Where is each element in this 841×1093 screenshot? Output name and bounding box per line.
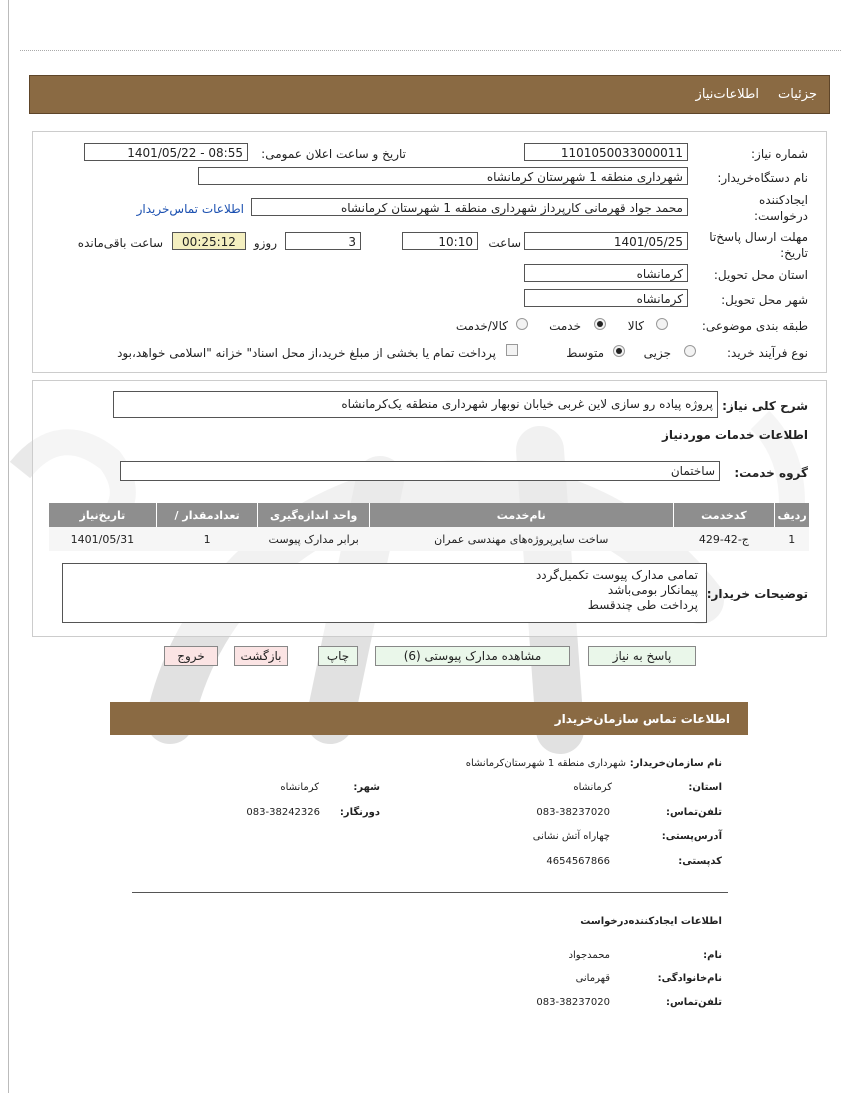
col-row: ردیف xyxy=(775,503,809,527)
province-field: کرمانشاه xyxy=(524,264,688,282)
contact-fax-label: دورنگار: xyxy=(339,807,380,818)
announce-datetime-field: 1401/05/22 - 08:55 xyxy=(84,143,248,161)
creator-field: محمد جواد قهرمانی کارپرداز شهرداری منطقه 1 شهرستان کرمانشاه xyxy=(251,198,688,216)
col-service-code: کدخدمت xyxy=(673,503,774,527)
contact-phone-value: 083-38237020 xyxy=(536,807,610,818)
remaining-time-field: 00:25:12 xyxy=(172,232,246,250)
back-button[interactable]: بازگشت xyxy=(234,646,288,666)
exit-button[interactable]: خروج xyxy=(164,646,218,666)
note-line-2: پیمانکار بومی‌باشد xyxy=(607,583,698,597)
contact-address-label: آدرس‌پستی: xyxy=(661,831,722,842)
category-option-service: خدمت xyxy=(549,319,581,333)
deadline-time-field: 10:10 xyxy=(402,232,478,250)
category-radio-goods-service[interactable] xyxy=(516,318,528,330)
treasury-payment-checkbox[interactable] xyxy=(506,344,518,356)
contact-section-header xyxy=(110,702,748,735)
service-group-field: ساختمان xyxy=(120,461,720,481)
cell-unit: برابر مدارک پیوست xyxy=(258,527,369,551)
deadline-label-1: مهلت ارسال پاسخ‌تا xyxy=(709,230,808,244)
days-field: 3 xyxy=(285,232,361,250)
buyer-contact-link[interactable]: اطلاعات تماس‌خریدار xyxy=(136,202,244,216)
contact-city-value: کرمانشاه xyxy=(280,782,319,793)
view-attachments-button[interactable]: مشاهده مدارک پیوستی (6) xyxy=(375,646,570,666)
contact-postal-value: 4654567866 xyxy=(546,856,610,867)
creator-family-label: نام‌خانوادگی: xyxy=(657,973,722,984)
category-label: طبقه بندی موضوعی: xyxy=(701,319,808,333)
cell-quantity: 1 xyxy=(156,527,258,551)
print-button[interactable]: چاپ xyxy=(318,646,358,666)
contact-postal-label: کدپستی: xyxy=(678,856,722,867)
days-label: روزو xyxy=(253,236,277,250)
tab-details[interactable]: جزئیات xyxy=(778,87,817,102)
cell-service-name: ساخت سایرپروژه‌های مهندسی عمران xyxy=(369,527,673,551)
org-name-label: نام سازمان‌خریدار: xyxy=(629,758,722,769)
creator-name-value: محمدجواد xyxy=(568,950,610,961)
need-number-label: شماره نیاز: xyxy=(751,147,808,161)
note-line-3: پرداخت طی چندقسط xyxy=(587,598,698,612)
category-radio-goods[interactable] xyxy=(656,318,668,330)
cell-service-code: ج-42-429 xyxy=(673,527,774,551)
col-service-name: نام‌خدمت xyxy=(369,503,673,527)
org-name-value: شهرداری منطقه 1 شهرستان‌کرمانشاه xyxy=(465,758,626,769)
category-radio-service[interactable] xyxy=(594,318,606,330)
category-option-goods-service: کالا/خدمت xyxy=(455,319,508,333)
contact-address-value: چهاراه آتش نشانی xyxy=(532,831,610,842)
deadline-time-label: ساعت xyxy=(488,236,521,250)
page-header-tabs xyxy=(29,75,830,114)
category-option-goods: کالا xyxy=(627,319,644,333)
creator-phone-value: 083-38237020 xyxy=(536,997,610,1008)
buyer-org-field: شهرداری منطقه 1 شهرستان کرمانشاه xyxy=(198,167,688,185)
service-group-label: گروه خدمت: xyxy=(734,466,808,480)
contact-divider xyxy=(132,892,728,893)
services-section-title: اطلاعات خدمات موردنیاز xyxy=(661,428,808,442)
reply-button[interactable]: پاسخ به نیاز xyxy=(588,646,696,666)
creator-family-value: قهرمانی xyxy=(575,973,610,984)
creator-name-label: نام: xyxy=(703,950,722,961)
process-option-minor: جزیی xyxy=(643,346,671,360)
process-type-label: نوع فرآیند خرید: xyxy=(727,346,808,360)
left-border-line xyxy=(8,0,9,1093)
cell-need-date: 1401/05/31 xyxy=(49,527,157,551)
deadline-date-field: 1401/05/25 xyxy=(524,232,688,250)
top-divider xyxy=(20,50,841,51)
contact-phone-label: تلفن‌تماس: xyxy=(665,807,722,818)
table-row xyxy=(49,527,810,551)
process-option-medium: متوسط xyxy=(566,346,604,360)
col-quantity: تعدادمقدار / xyxy=(156,503,258,527)
city-field: کرمانشاه xyxy=(524,289,688,307)
buyer-org-label: نام دستگاه‌خریدار: xyxy=(717,171,808,185)
note-line-1: تمامی مدارک پیوست تکمیل‌گردد xyxy=(535,568,698,582)
summary-label: شرح کلی نیاز: xyxy=(722,399,808,413)
contact-province-label: استان: xyxy=(688,782,722,793)
cell-row: 1 xyxy=(775,527,809,551)
province-label: استان محل تحویل: xyxy=(713,268,808,282)
need-number-field: 1101050033000011 xyxy=(524,143,688,161)
tab-need-info[interactable]: اطلاعات‌نیاز xyxy=(695,87,759,102)
creator-label-1: ایجادکننده xyxy=(759,193,808,207)
announce-label: تاریخ و ساعت اعلان عمومی: xyxy=(261,147,406,161)
creator-label-2: درخواست: xyxy=(754,209,808,223)
services-table xyxy=(48,503,809,551)
summary-field: پروژه پیاده رو سازی لاین غربی خیابان نوبهار شهرداری منطقه یک‌کرمانشاه xyxy=(113,391,718,418)
contact-fax-value: 083-38242326 xyxy=(246,807,320,818)
city-label: شهر محل تحویل: xyxy=(721,293,808,307)
buyer-notes-box xyxy=(62,563,707,623)
creator-info-title: اطلاعات ایجادکننده‌درخواست xyxy=(580,916,722,927)
contact-section-title: اطلاعات تماس سازمان‌خریدار xyxy=(554,712,730,726)
col-need-date: تاریخ‌نیاز xyxy=(49,503,157,527)
process-radio-medium[interactable] xyxy=(613,345,625,357)
buyer-notes-label: توضیحات خریدار: xyxy=(706,587,808,601)
process-radio-minor[interactable] xyxy=(684,345,696,357)
contact-province-value: کرمانشاه xyxy=(573,782,612,793)
creator-phone-label: تلفن‌تماس: xyxy=(665,997,722,1008)
col-unit: واحد اندازه‌گیری xyxy=(258,503,369,527)
contact-city-label: شهر: xyxy=(353,782,380,793)
remaining-label: ساعت باقی‌مانده xyxy=(77,236,163,250)
deadline-label-2: تاریخ: xyxy=(780,246,808,260)
treasury-payment-text: پرداخت تمام یا بخشی از مبلغ خرید،از محل اسناد" خزانه "اسلامی خواهد،بود xyxy=(117,346,496,360)
